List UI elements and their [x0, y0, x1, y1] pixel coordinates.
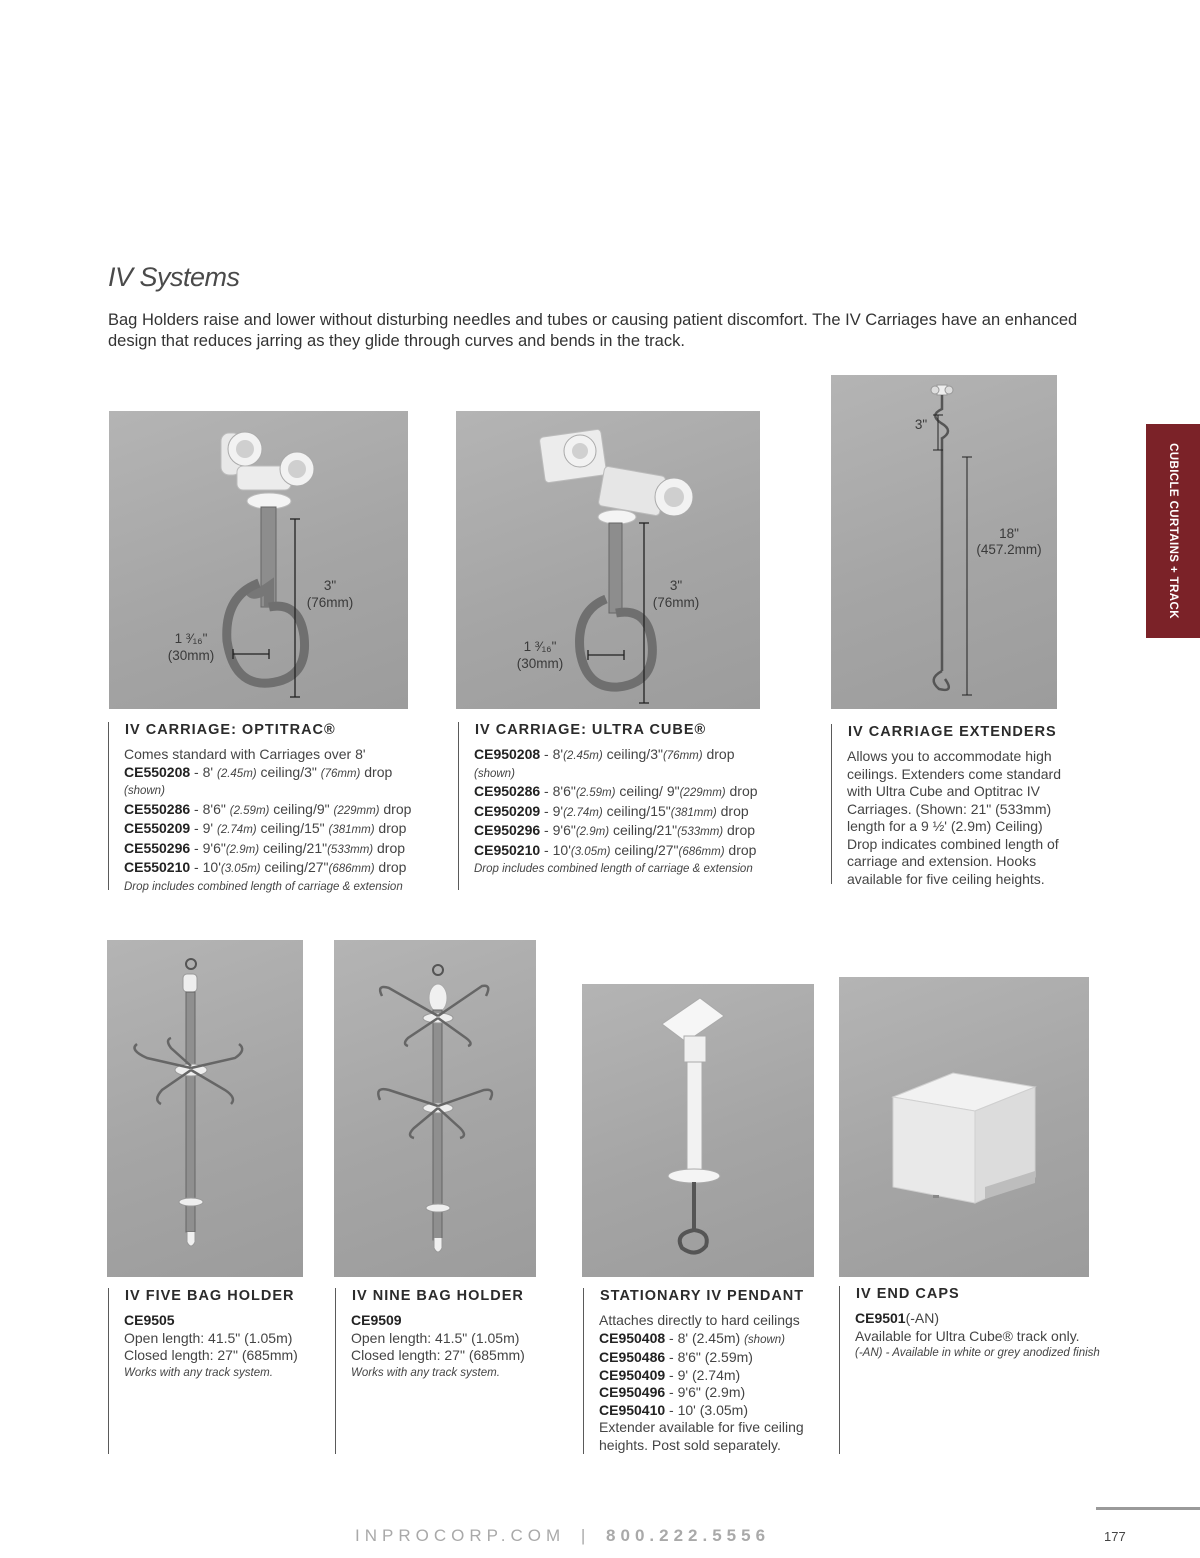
pendant-row	[599, 1402, 829, 1420]
ultracube-row-drop-metric: (533mm)	[677, 826, 724, 838]
ultracube-row-dash: -	[540, 841, 553, 858]
ultracube-row-drop-metric: (229mm)	[679, 787, 726, 799]
pendant-row-text: - 8'6" (2.59m)	[665, 1349, 753, 1365]
optitrac-row-drop-metric: (76mm)	[320, 767, 361, 780]
optitrac-row-end: drop	[373, 839, 406, 856]
page-number: 177	[1104, 1529, 1126, 1544]
five-bag-photo	[107, 940, 303, 1277]
optitrac-loop-dim: 1 ³⁄₁₆"	[174, 631, 208, 646]
pendant-row-code: CE950486	[599, 1349, 666, 1365]
optitrac-row	[124, 820, 429, 840]
ultracube-row-end: drop	[716, 802, 749, 819]
pendant-outro: Extender available for five ceiling heights. Post sold separately.	[599, 1419, 804, 1453]
ultracube-row-code: CE950209	[474, 802, 541, 819]
optitrac-row-ceiling: 10'	[202, 859, 221, 875]
product-optitrac	[108, 722, 429, 893]
side-tab-label: CUBICLE CURTAINS + TRACK	[1167, 443, 1179, 619]
optitrac-details	[124, 746, 429, 896]
five-bag-details	[124, 1312, 319, 1382]
nine-bag-note: Works with any track system.	[351, 1366, 500, 1379]
optitrac-row-drop-metric: (229mm)	[333, 804, 380, 817]
optitrac-row-code: CE550208	[124, 763, 191, 780]
pendant-row	[599, 1367, 829, 1385]
extenders-photo	[831, 375, 1057, 709]
five-bag-note: Works with any track system.	[124, 1366, 273, 1379]
product-five-bag	[108, 1288, 319, 1454]
ultracube-row-drop-metric: (76mm)	[662, 750, 703, 762]
ultracube-row-code: CE950208	[474, 746, 541, 762]
optitrac-row-drop-metric: (381mm)	[328, 824, 375, 836]
end-caps-code: CE9501	[855, 1310, 906, 1326]
pendant-row	[599, 1384, 829, 1402]
ultracube-row-ceiling-metric: (2.74m)	[563, 806, 603, 819]
optitrac-row-dash: -	[190, 859, 203, 875]
optitrac-row-ceiling-metric: (2.9m)	[225, 843, 260, 856]
ultracube-row-dash: -	[540, 822, 553, 838]
optitrac-row-dash: -	[190, 763, 203, 780]
optitrac-row-code: CE550209	[124, 820, 191, 836]
ultracube-row-mid: ceiling/15"	[602, 802, 671, 819]
optitrac-row-mid: ceiling/27"	[260, 859, 329, 875]
ultracube-row-end: drop	[723, 822, 756, 838]
optitrac-row-ceiling-metric: (3.05m)	[220, 863, 261, 875]
optitrac-row-ceiling: 8'6"	[202, 800, 230, 817]
ultracube-drop-dim: 3"	[669, 578, 683, 593]
optitrac-title: IV CARRIAGE: OPTITRAC®	[125, 722, 336, 738]
pendant-row-text: - 9' (2.74m)	[665, 1366, 741, 1383]
pendant-row-extra: (shown)	[744, 1333, 785, 1346]
product-extenders	[831, 724, 1077, 887]
nine-bag-code: CE9509	[351, 1312, 402, 1328]
optitrac-row-end: drop	[360, 763, 393, 780]
ultracube-title: IV CARRIAGE: ULTRA CUBE®	[475, 722, 707, 738]
ultracube-row-code: CE950286	[474, 783, 541, 799]
optitrac-row-mid: ceiling/21"	[259, 839, 328, 856]
pendant-details	[599, 1312, 829, 1454]
nine-bag-details	[351, 1312, 546, 1382]
ultracube-row-ceiling: 9'	[552, 802, 564, 819]
ultracube-row-mid: ceiling/ 9"	[615, 783, 680, 799]
optitrac-row-ceiling: 9'	[202, 820, 217, 836]
optitrac-row-dash: -	[190, 839, 203, 856]
end-caps-photo	[839, 977, 1089, 1277]
ultracube-row-end: drop	[724, 841, 757, 858]
ultracube-row-ceiling: 8'	[552, 746, 564, 762]
optitrac-row-end: drop	[374, 859, 407, 875]
pendant-row-text: - 9'6" (2.9m)	[665, 1384, 746, 1400]
optitrac-row	[124, 859, 429, 879]
optitrac-row-drop-metric: (686mm)	[328, 863, 375, 875]
optitrac-row-code: CE550210	[124, 859, 191, 875]
ultracube-row-dash: -	[540, 746, 553, 762]
product-pendant	[583, 1288, 829, 1454]
ultracube-row	[474, 822, 769, 842]
ultracube-row-ceiling: 8'6"	[552, 783, 576, 799]
footer-site-link[interactable]: INPROCORP.COM	[355, 1526, 566, 1545]
extenders-title: IV CARRIAGE EXTENDERS	[848, 724, 1057, 740]
optitrac-row-dash: -	[190, 800, 203, 817]
optitrac-photo	[109, 411, 408, 709]
optitrac-row-extra: (shown)	[124, 785, 165, 797]
pendant-title: STATIONARY IV PENDANT	[600, 1288, 805, 1304]
ultracube-details	[474, 746, 769, 879]
ultracube-row-ceiling-metric: (2.59m)	[575, 787, 616, 799]
five-bag-code: CE9505	[124, 1312, 175, 1328]
optitrac-row-mid: ceiling/15"	[256, 820, 329, 836]
ultracube-row-ceiling: 10'	[552, 841, 571, 858]
optitrac-row-code: CE550286	[124, 800, 191, 817]
pendant-row-code: CE950408	[599, 1329, 666, 1346]
optitrac-row-ceiling: 8'	[202, 763, 217, 780]
end-caps-note: (-AN) - Available in white or grey anodized finish	[855, 1347, 1100, 1359]
optitrac-row-ceiling: 9'6"	[202, 839, 226, 856]
ultracube-row-extra: (shown)	[474, 767, 515, 780]
five-bag-title: IV FIVE BAG HOLDER	[125, 1288, 295, 1304]
ultracube-row-ceiling: 9'6"	[552, 822, 576, 838]
pendant-row-code: CE950496	[599, 1384, 666, 1400]
optitrac-row-drop-metric: (533mm)	[327, 843, 374, 856]
footer-rule	[1096, 1507, 1200, 1510]
optitrac-drop-dim: 3"	[323, 578, 337, 593]
extenders-top-dim: 3"	[914, 417, 928, 432]
ultracube-loop-dim: 1 ³⁄₁₆"	[523, 639, 557, 654]
pendant-row-text: - 10' (3.05m)	[665, 1401, 748, 1418]
ultracube-loop-dim-mm: (30mm)	[516, 656, 564, 671]
intro-paragraph: Bag Holders raise and lower without disturbing needles and tubes or causing patient discomfort. The IV Carriages have an enhanced design that reduces jarring as they glide through curves and bends in the track.	[108, 311, 1078, 350]
pendant-row	[599, 1330, 829, 1350]
product-ultracube	[458, 722, 769, 890]
ultracube-row-dash: -	[540, 802, 553, 819]
optitrac-row-mid: ceiling/3"	[256, 763, 321, 780]
ultracube-photo	[456, 411, 760, 709]
optitrac-row-ceiling-metric: (2.45m)	[216, 767, 257, 780]
end-caps-description: Available for Ultra Cube® track only.	[855, 1327, 1080, 1344]
footer	[355, 1526, 770, 1546]
optitrac-row-end: drop	[374, 820, 407, 836]
optitrac-intro: Comes standard with Carriages over 8'	[124, 746, 366, 762]
optitrac-note: Drop includes combined length of carriage & extension	[124, 880, 403, 893]
optitrac-drop-dim-mm: (76mm)	[306, 595, 354, 610]
ultracube-row-mid: ceiling/3"	[602, 746, 663, 762]
ultracube-row	[474, 842, 769, 862]
footer-phone[interactable]: 800.222.5556	[606, 1526, 771, 1545]
ultracube-row-mid: ceiling/27"	[610, 841, 679, 858]
product-nine-bag	[335, 1288, 546, 1454]
optitrac-row	[124, 801, 429, 821]
ultracube-row-ceiling-metric: (2.9m)	[575, 826, 610, 838]
optitrac-row-ceiling-metric: (2.74m)	[216, 824, 257, 836]
ultracube-row-mid: ceiling/21"	[609, 822, 678, 838]
optitrac-row-ceiling-metric: (2.59m)	[229, 804, 270, 817]
ultracube-row-ceiling-metric: (3.05m)	[570, 845, 611, 858]
optitrac-row	[124, 840, 429, 860]
pendant-row	[599, 1349, 829, 1367]
nine-bag-photo	[334, 940, 536, 1277]
product-end-caps	[839, 1286, 1100, 1454]
ultracube-row	[474, 746, 769, 783]
optitrac-row-dash: -	[190, 820, 203, 836]
five-bag-open: Open length: 41.5" (1.05m)	[124, 1329, 293, 1346]
ultracube-row-end: drop	[702, 746, 735, 762]
nine-bag-title: IV NINE BAG HOLDER	[352, 1288, 524, 1304]
optitrac-row-mid: ceiling/9"	[269, 800, 334, 817]
ultracube-drop-dim-mm: (76mm)	[652, 595, 700, 610]
pendant-photo	[582, 984, 814, 1277]
ultracube-row	[474, 803, 769, 823]
pendant-row-text: - 8' (2.45m)	[665, 1329, 745, 1346]
footer-separator: |	[580, 1526, 591, 1545]
nine-bag-closed: Closed length: 27" (685mm)	[351, 1347, 525, 1363]
end-caps-details	[855, 1310, 1100, 1363]
ultracube-row-ceiling-metric: (2.45m)	[563, 750, 603, 762]
ultracube-row-code: CE950210	[474, 841, 541, 858]
ultracube-row-end: drop	[725, 783, 758, 799]
end-caps-suffix: (-AN)	[905, 1310, 940, 1326]
side-tab[interactable]	[1146, 424, 1200, 638]
pendant-intro: Attaches directly to hard ceilings	[599, 1312, 800, 1328]
ultracube-row-dash: -	[540, 783, 553, 799]
extenders-length-dim-mm: (457.2mm)	[976, 542, 1042, 557]
nine-bag-open: Open length: 41.5" (1.05m)	[351, 1329, 520, 1346]
optitrac-loop-dim-mm: (30mm)	[167, 648, 215, 663]
end-caps-title: IV END CAPS	[856, 1286, 960, 1302]
ultracube-row-drop-metric: (381mm)	[670, 806, 717, 819]
ultracube-row-code: CE950296	[474, 822, 541, 838]
pendant-row-code: CE950409	[599, 1366, 666, 1383]
ultracube-note: Drop includes combined length of carriage & extension	[474, 863, 753, 875]
ultracube-row-drop-metric: (686mm)	[678, 845, 725, 858]
optitrac-row	[124, 764, 429, 801]
optitrac-row-end: drop	[379, 800, 412, 817]
extenders-description: Allows you to accommodate high ceilings. Extenders come standard with Ultra Cube and Optitrac IV Carriages. (Shown: 21" (533mm) length for a 9 ½' (2.9m) Ceiling) Drop indicates combined length of carriage and extension. Hooks available for five ceiling heights.	[847, 748, 1061, 887]
section-title: IV Systems	[108, 262, 240, 292]
ultracube-row	[474, 783, 769, 803]
five-bag-closed: Closed length: 27" (685mm)	[124, 1347, 298, 1363]
optitrac-row-code: CE550296	[124, 839, 191, 856]
pendant-row-code: CE950410	[599, 1401, 666, 1418]
extenders-length-dim: 18"	[999, 526, 1019, 541]
